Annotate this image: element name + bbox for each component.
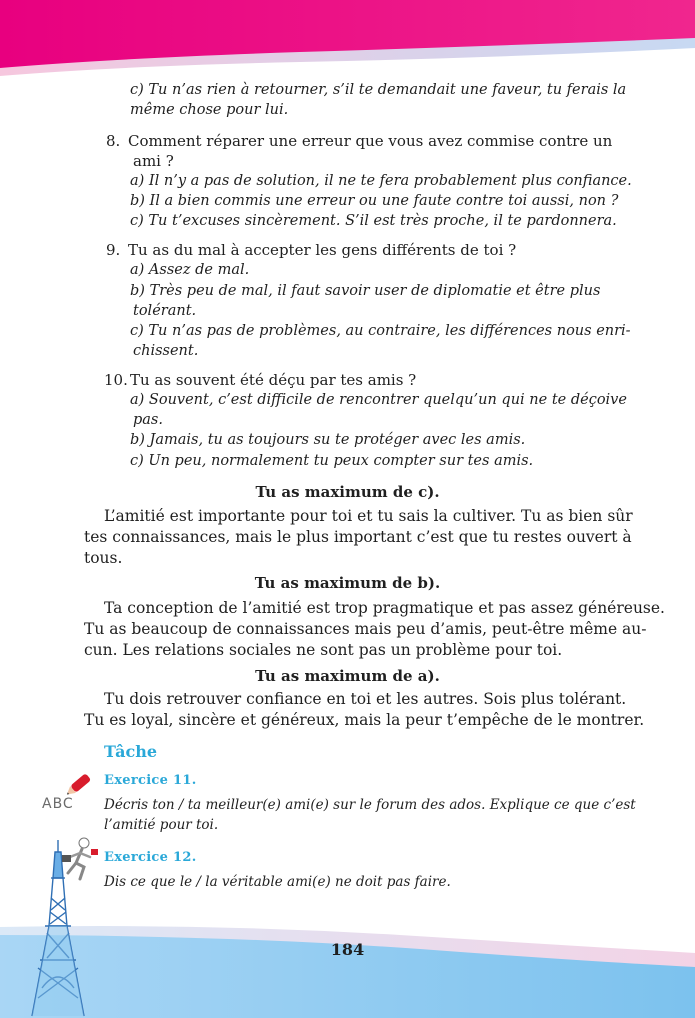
q8-option-a: a) Il n’y a pas de solution, il ne te fera probablement plus confiance. <box>130 173 632 189</box>
q7-option-c-line2: même chose pour lui. <box>130 102 289 118</box>
q9-number: 9. <box>106 241 121 259</box>
result-b-text-line1: Ta conception de l’amitié est trop pragmatique et pas assez généreuse. <box>104 599 665 617</box>
q10-option-b: b) Jamais, tu as toujours su te protéger avec les amis. <box>130 432 526 448</box>
q9-option-c-line2: chissent. <box>133 343 199 359</box>
exercise-11-line1: Décris ton / ta meilleur(e) ami(e) sur le forum des ados. Explique ce que c’est <box>104 797 636 813</box>
result-c-text-line2: tes connaissances, mais le plus important c’est que tu restes ouvert à <box>84 528 632 546</box>
page-number: 184 <box>330 940 365 959</box>
q10-question-text: Tu as souvent été déçu par tes amis ? <box>130 371 417 389</box>
exercise-12-title: Exercice 12. <box>104 850 197 865</box>
q9-question-text: Tu as du mal à accepter les gens différents de toi ? <box>128 241 517 259</box>
result-b-text-line3: cun. Les relations sociales ne sont pas un problème pour toi. <box>84 641 563 659</box>
exercise-11-line2: l’amitié pour toi. <box>104 817 219 833</box>
q8-question-line2: ami ? <box>133 152 174 170</box>
q10-number: 10. <box>104 371 128 389</box>
q10-question <box>104 370 416 390</box>
task-heading: Tâche <box>104 742 158 761</box>
q8-question-line1 <box>106 131 612 151</box>
top-decorative-band <box>0 0 695 80</box>
result-c-heading: Tu as maximum de c). <box>255 483 440 501</box>
bottom-decorative-band <box>0 905 695 1018</box>
q10-option-a-line1: a) Souvent, c’est difficile de rencontrer quelqu’un qui ne te déçoive <box>130 392 627 408</box>
result-c-text-line1: L’amitié est importante pour toi et tu sais la cultiver. Tu as bien sûr <box>104 507 633 525</box>
q10-option-c: c) Un peu, normalement tu peux compter sur tes amis. <box>130 453 534 469</box>
q8-number: 8. <box>106 132 121 150</box>
q9-option-b-line1: b) Très peu de mal, il faut savoir user de diplomatie et être plus <box>130 283 601 299</box>
q9-option-c-line1: c) Tu n’as pas de problèmes, au contraire, les différences nous enri- <box>130 323 631 339</box>
result-a-text-line1: Tu dois retrouver confiance en toi et les autres. Sois plus tolérant. <box>104 690 627 708</box>
exercise-12-text: Dis ce que le / la véritable ami(e) ne doit pas faire. <box>104 874 451 890</box>
result-a-text-line2: Tu es loyal, sincère et généreux, mais la peur t’empêche de le montrer. <box>84 711 645 729</box>
result-a-heading: Tu as maximum de a). <box>255 667 440 685</box>
q8-question-text: Comment réparer une erreur que vous avez commise contre un <box>128 132 613 150</box>
abc-label: ABC <box>42 796 74 812</box>
q8-option-b: b) Il a bien commis une erreur ou une faute contre toi aussi, non ? <box>130 193 619 209</box>
result-c-text-line3: tous. <box>84 549 123 567</box>
running-person-icon <box>58 835 102 885</box>
result-b-heading: Tu as maximum de b). <box>254 574 441 592</box>
q7-option-c-line1: c) Tu n’as rien à retourner, s’il te demandait une faveur, tu ferais la <box>130 82 627 98</box>
exercise-11-title: Exercice 11. <box>104 773 197 788</box>
q9-question <box>106 240 516 260</box>
q10-option-a-line2: pas. <box>133 412 163 428</box>
q9-option-a: a) Assez de mal. <box>130 262 250 278</box>
q9-option-b-line2: tolérant. <box>133 303 197 319</box>
result-b-text-line2: Tu as beaucoup de connaissances mais peu d’amis, peut-être même au- <box>84 620 647 638</box>
q8-option-c: c) Tu t’excuses sincèrement. S’il est très proche, il te pardonnera. <box>130 213 617 229</box>
